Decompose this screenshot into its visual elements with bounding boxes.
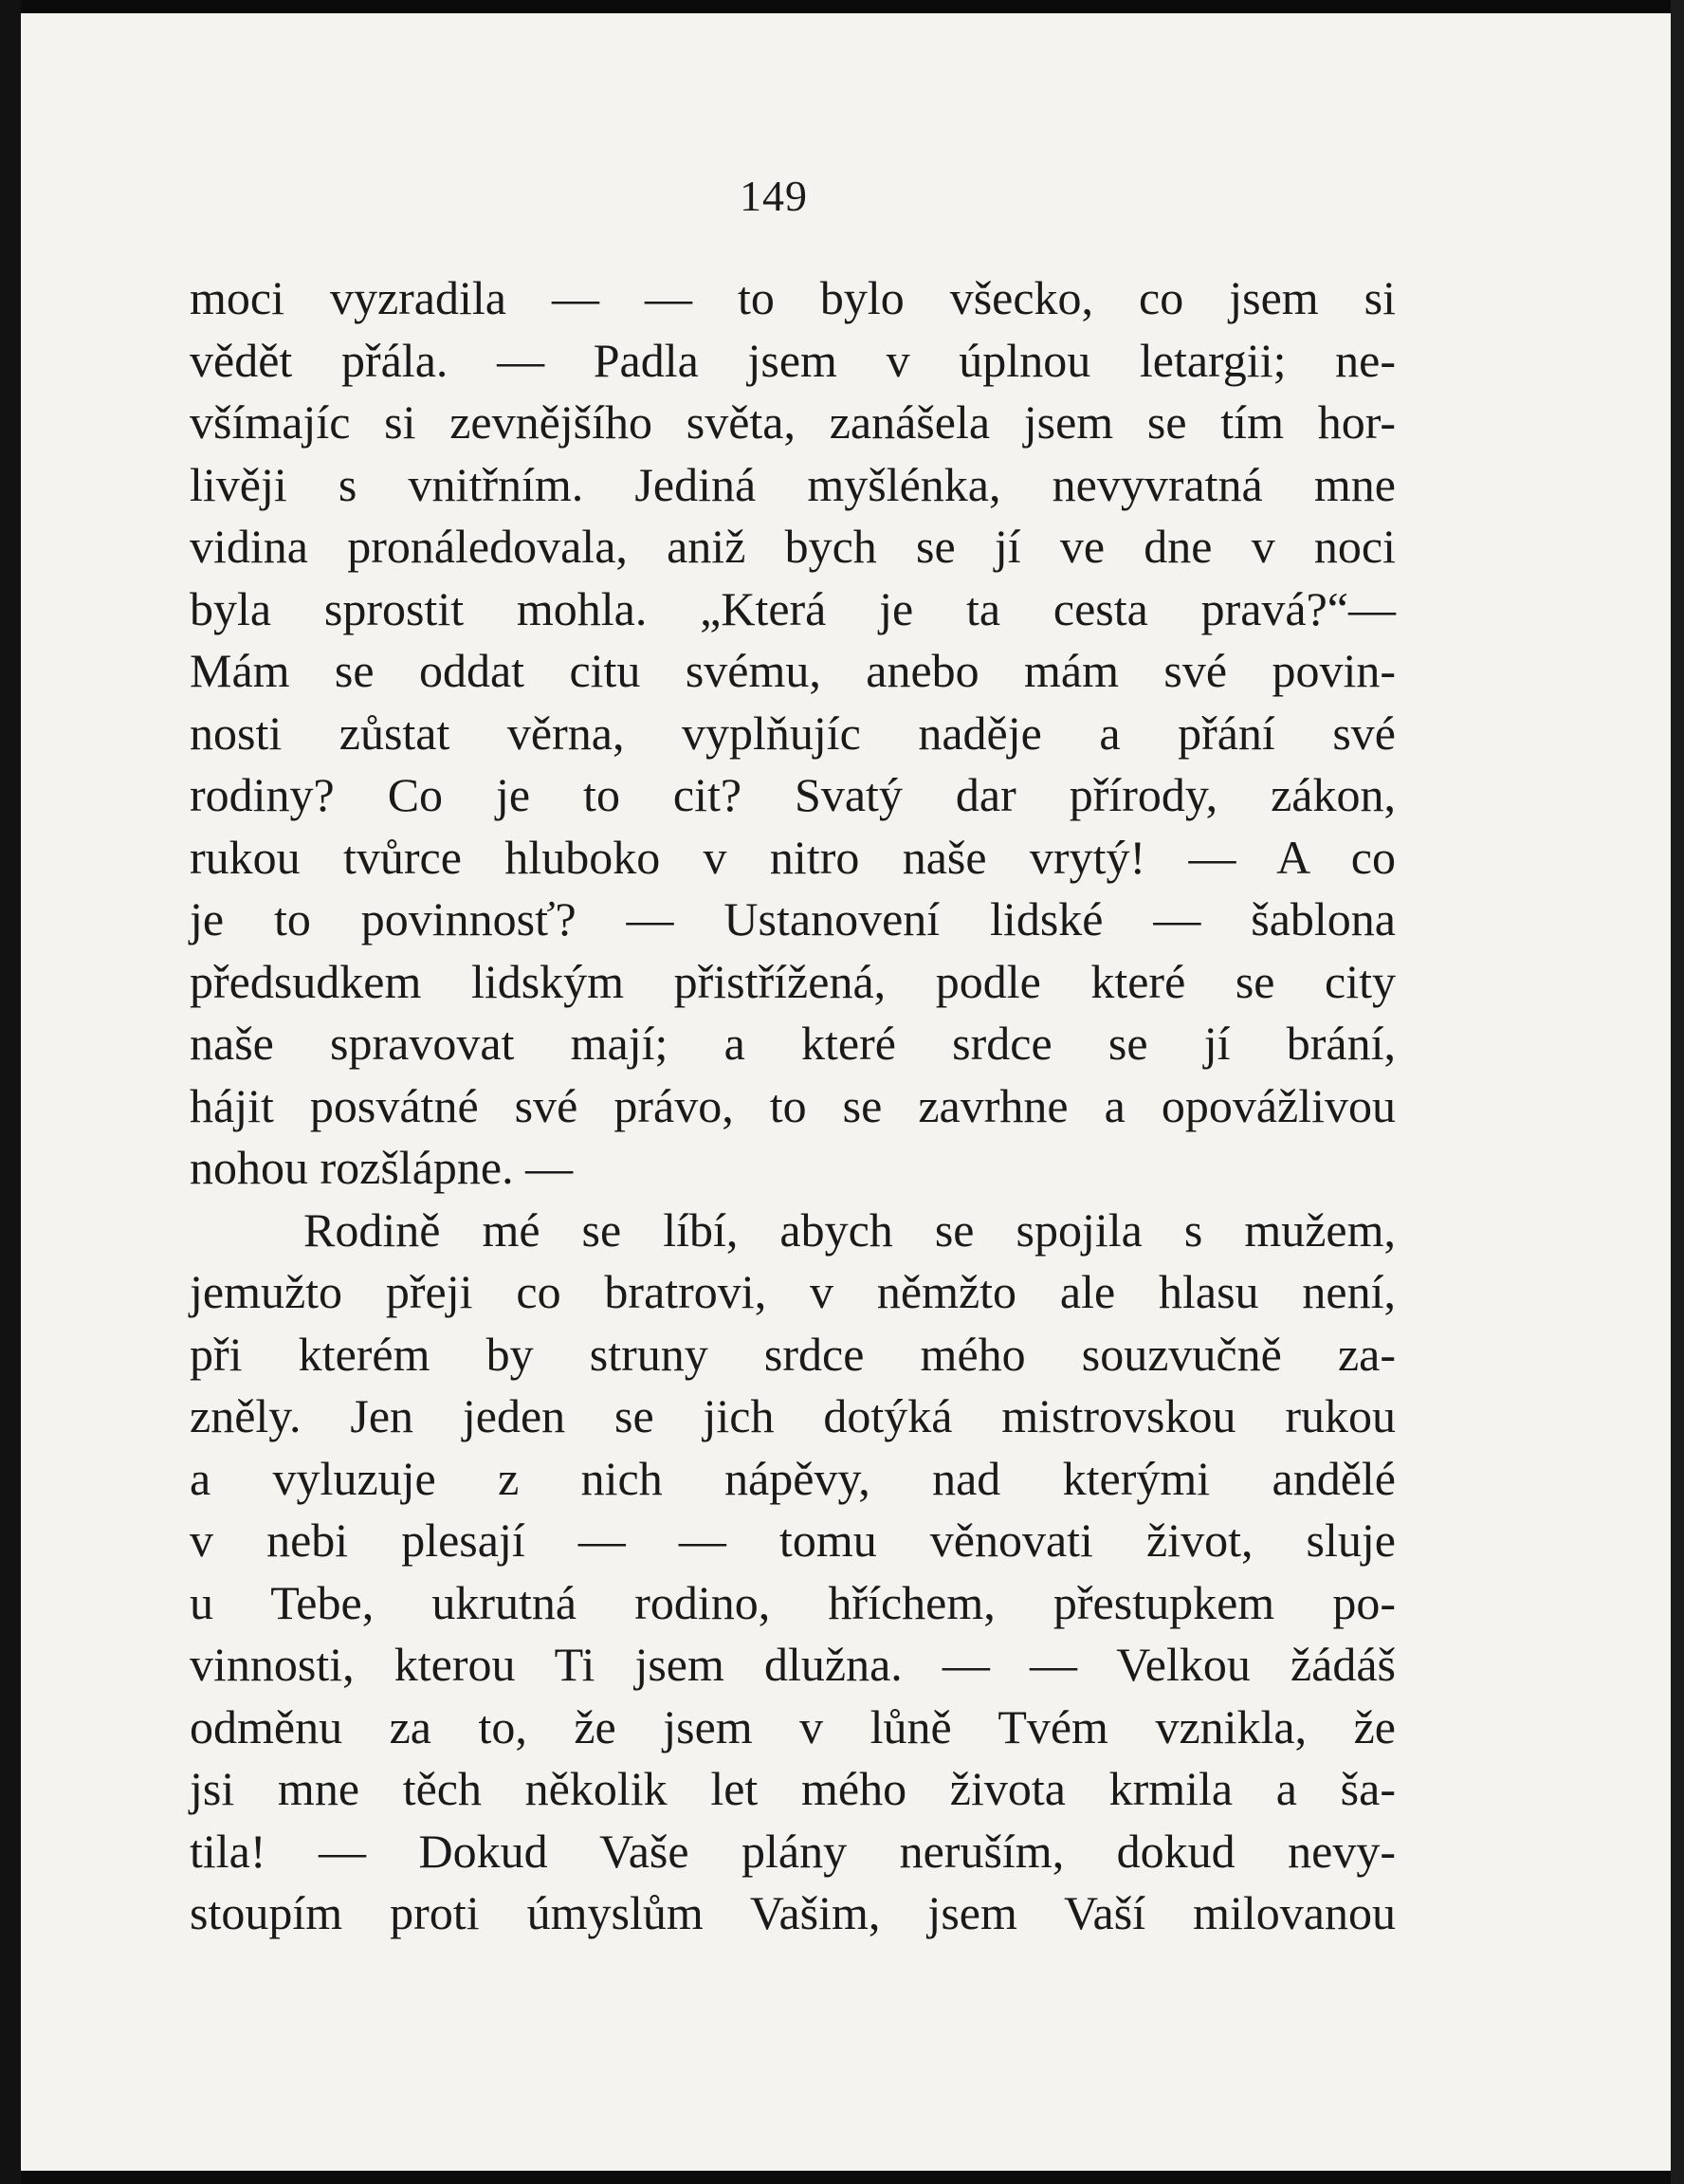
text-line: vinnosti, kterou Ti jsem dlužna. — — Velkou žádáš — [190, 1638, 1396, 1691]
text-line: odměnu za to, že jsem v lůně Tvém vznikla, že — [190, 1699, 1396, 1753]
text-line: hájit posvátné své právo, to se zavrhne a opovážlivou — [190, 1078, 1396, 1132]
paragraph-start-line: Rodině mé se líbí, abych se spojila s mužem, — [303, 1202, 1396, 1257]
text-line: Mám se oddat citu svému, anebo mám své povin- — [190, 644, 1396, 697]
text-line: nosti zůstat věrna, vyplňujíc naděje a přání své — [190, 706, 1396, 760]
body-text — [190, 267, 1396, 1945]
text-line: předsudkem lidským přistřížená, podle které se city — [190, 954, 1396, 1008]
scan-right-border — [1671, 0, 1684, 2184]
text-line: v nebi plesají — — tomu věnovati život, sluje — [190, 1514, 1396, 1567]
text-line: rodiny? Co je to cit? Svatý dar přírody, zákon, — [190, 768, 1396, 821]
text-line: zněly. Jen jeden se jich dotýká mistrovskou rukou — [190, 1389, 1396, 1442]
text-line: naše spravovat mají; a které srdce se jí brání, — [190, 1017, 1396, 1070]
text-line: a vyluzuje z nich nápěvy, nad kterými andělé — [190, 1451, 1396, 1505]
paragraph-end-line: nohou rozšlápne. — — [190, 1141, 574, 1194]
page-number: 149 — [740, 172, 808, 220]
text-line: tila! — Dokud Vaše plány neruším, dokud nevy- — [190, 1824, 1396, 1878]
text-line: vidina pronáledovala, aniž bych se jí ve dne v noci — [190, 520, 1396, 573]
text-line: všímajíc si zevnějšího světa, zanášela jsem se tím hor- — [190, 395, 1396, 449]
text-line: při kterém by struny srdce mého souzvučně za- — [190, 1327, 1396, 1381]
text-line: u Tebe, ukrutná rodino, hříchem, přestupkem po- — [190, 1575, 1396, 1629]
text-line: vědět přála. — Padla jsem v úplnou letargii; ne- — [190, 333, 1396, 387]
text-line: je to povinnosť? — Ustanovení lidské — šablona — [190, 892, 1396, 945]
text-line: byla sprostit mohla. „Která je ta cesta pravá?“— — [190, 581, 1396, 635]
scan-left-border — [0, 0, 21, 2184]
text-line: livěji s vnitřním. Jediná myšlénka, nevyvratná mne — [190, 457, 1396, 511]
text-line: stoupím proti úmyslům Vašim, jsem Vaší milovanou — [190, 1886, 1396, 1939]
text-line: jemužto přeji co bratrovi, v němžto ale hlasu není, — [190, 1265, 1396, 1318]
text-line: rukou tvůrce hluboko v nitro naše vrytý! — A co — [190, 830, 1396, 884]
text-line: jsi mne těch několik let mého života krmila a ša- — [190, 1762, 1396, 1815]
text-line: moci vyzradila — — to bylo všecko, co jsem si — [190, 271, 1396, 324]
